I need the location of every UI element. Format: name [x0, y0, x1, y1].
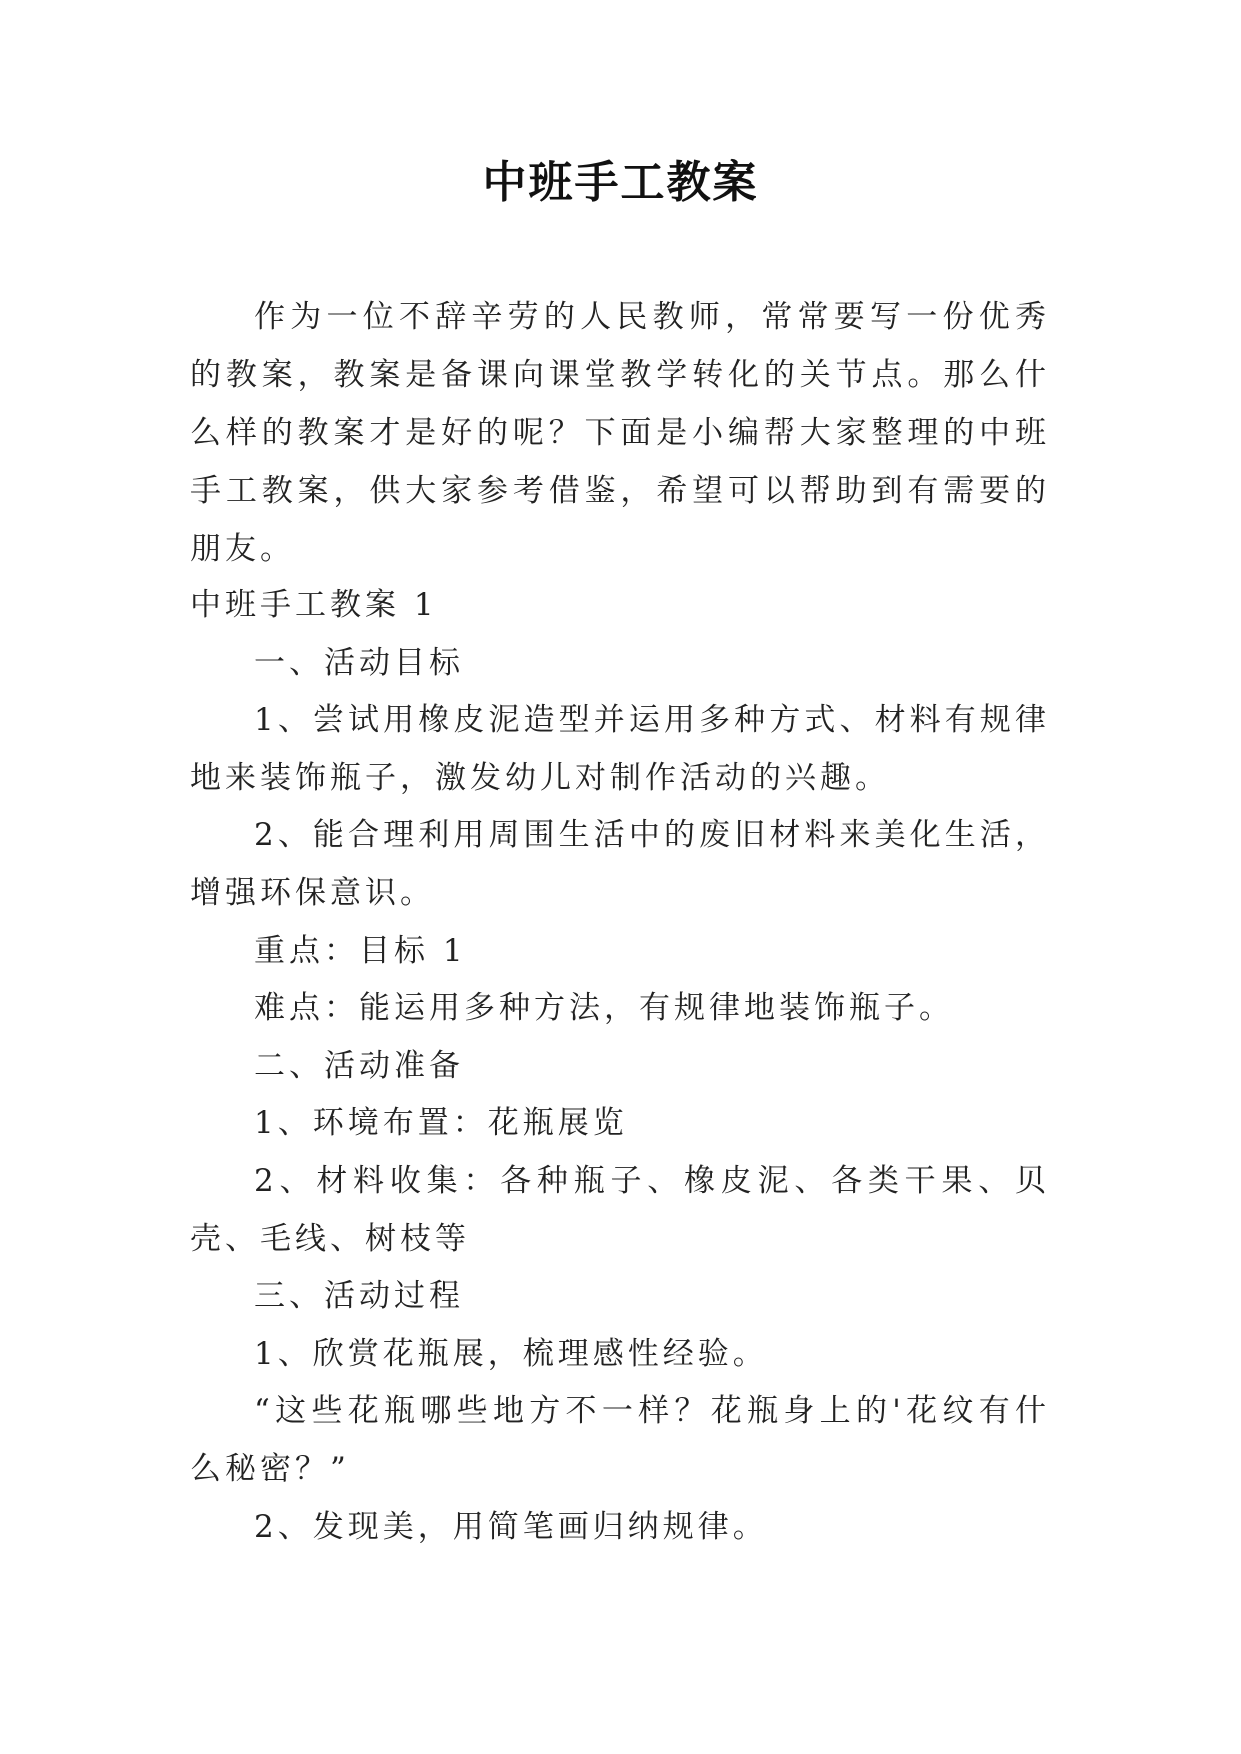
process-item-1: 1、欣赏花瓶展，梳理感性经验。: [254, 1335, 768, 1372]
section-heading: 中班手工教案 1: [190, 587, 438, 623]
lesson-plan-body: [190, 577, 1050, 1556]
intro-paragraph: 作为一位不辞辛劳的人民教师，常常要写一份优秀的教案，教案是备课向课堂教学转化的关节点。那么什么样的教案才是好的呢？下面是小编帮大家整理的中班手工教案，供大家参考借鉴，希望可以帮助到有需要的朋友。: [190, 299, 1050, 567]
key-point: 重点：目标 1: [254, 932, 467, 969]
difficult-point: 难点：能运用多种方法，有规律地装饰瓶子。: [254, 990, 954, 1027]
preparation-item-1: 1、环境布置：花瓶展览: [254, 1105, 628, 1142]
document-title: 中班手工教案: [482, 157, 759, 208]
process-quote: “这些花瓶哪些地方不一样？花瓶身上的'花纹有什么秘密？”: [190, 1393, 1050, 1487]
goal-item-1: 1、尝试用橡皮泥造型并运用多种方式、材料有规律地来装饰瓶子，激发幼儿对制作活动的兴趣。: [190, 702, 1050, 796]
process-item-2: 2、发现美，用简笔画归纳规律。: [254, 1508, 768, 1545]
heading-activity-process: 三、活动过程: [254, 1278, 464, 1315]
heading-activity-goals: 一、活动目标: [254, 644, 464, 681]
preparation-item-2: 2、材料收集：各种瓶子、橡皮泥、各类干果、贝壳、毛线、树枝等: [190, 1162, 1050, 1257]
heading-activity-preparation: 二、活动准备: [254, 1047, 464, 1084]
goal-item-2: 2、能合理利用周围生活中的废旧材料来美化生活，增强环保意识。: [190, 817, 1050, 911]
